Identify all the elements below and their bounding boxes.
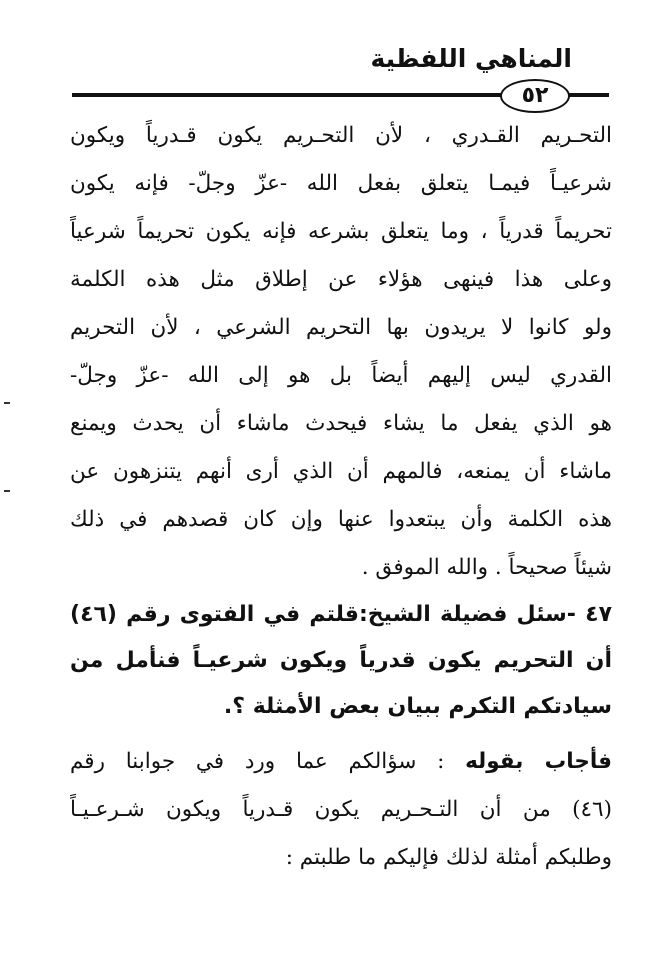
running-header-title: المناهي اللفظية [370, 44, 572, 73]
body-line: هذه الكلمة وأن يبتعدوا عنها وإن كان قصدهم في ذلك [70, 507, 612, 532]
answer-line-rest: : سؤالكم عما ورد في جوابنا رقم [70, 749, 466, 774]
answer-line: (٤٦) من أن التـحـريم يكون قـدرياً ويكون شـرعـيـاً [70, 797, 612, 822]
margin-mark [4, 402, 10, 404]
margin-mark [4, 490, 10, 492]
answer-label: فأجاب بقوله [465, 749, 612, 774]
body-line: هو الذي يفعل ما يشاء فيحدث ماشاء أن يحدث ويمنع [70, 411, 612, 436]
body-line: ماشاء أن يمنعه، فالمهم أن الذي أرى أنهم يتنزهون عن [70, 459, 612, 484]
body-line: ولو كانوا لا يريدون بها التحريم الشرعي ، لأن التحريم [70, 315, 612, 340]
body-line: شرعيـاً فيمـا يتعلق بفعل الله -عزّ وجلّ- فإنه يكون [70, 171, 612, 196]
body-line: تحريماً قدرياً ، وما يتعلق بشرعه فإنه يكون تحريماً شرعياً [70, 219, 612, 244]
question-line: ٤٧ -سئل فضيلة الشيخ:قلتم في الفتوى رقم (٤٦) [70, 602, 612, 627]
body-line: التحـريم القـدري ، لأن التحـريم يكون قـدرياً ويكون [70, 123, 612, 148]
spacer [70, 730, 612, 738]
question-line: سيادتكم التكرم ببيان بعض الأمثلة ؟. [223, 694, 612, 719]
answer-line [70, 738, 612, 786]
answer-line: وطلبكم أمثلة لذلك فإليكم ما طلبتم : [285, 845, 612, 870]
body-line: القدري ليس إليهم أيضاً بل هو إلى الله -عزّ وجلّ- [70, 363, 612, 388]
page-number: ٥٢ [500, 79, 570, 113]
body-line: وعلى هذا فينهى هؤلاء عن إطلاق مثل هذه الكلمة [70, 267, 612, 292]
body-line: شيئاً صحيحاً . والله الموفق . [361, 555, 612, 580]
page-content [70, 112, 612, 882]
question-line: أن التحريم يكون قدرياً ويكون شرعيـاً فنأمل من [70, 648, 612, 673]
